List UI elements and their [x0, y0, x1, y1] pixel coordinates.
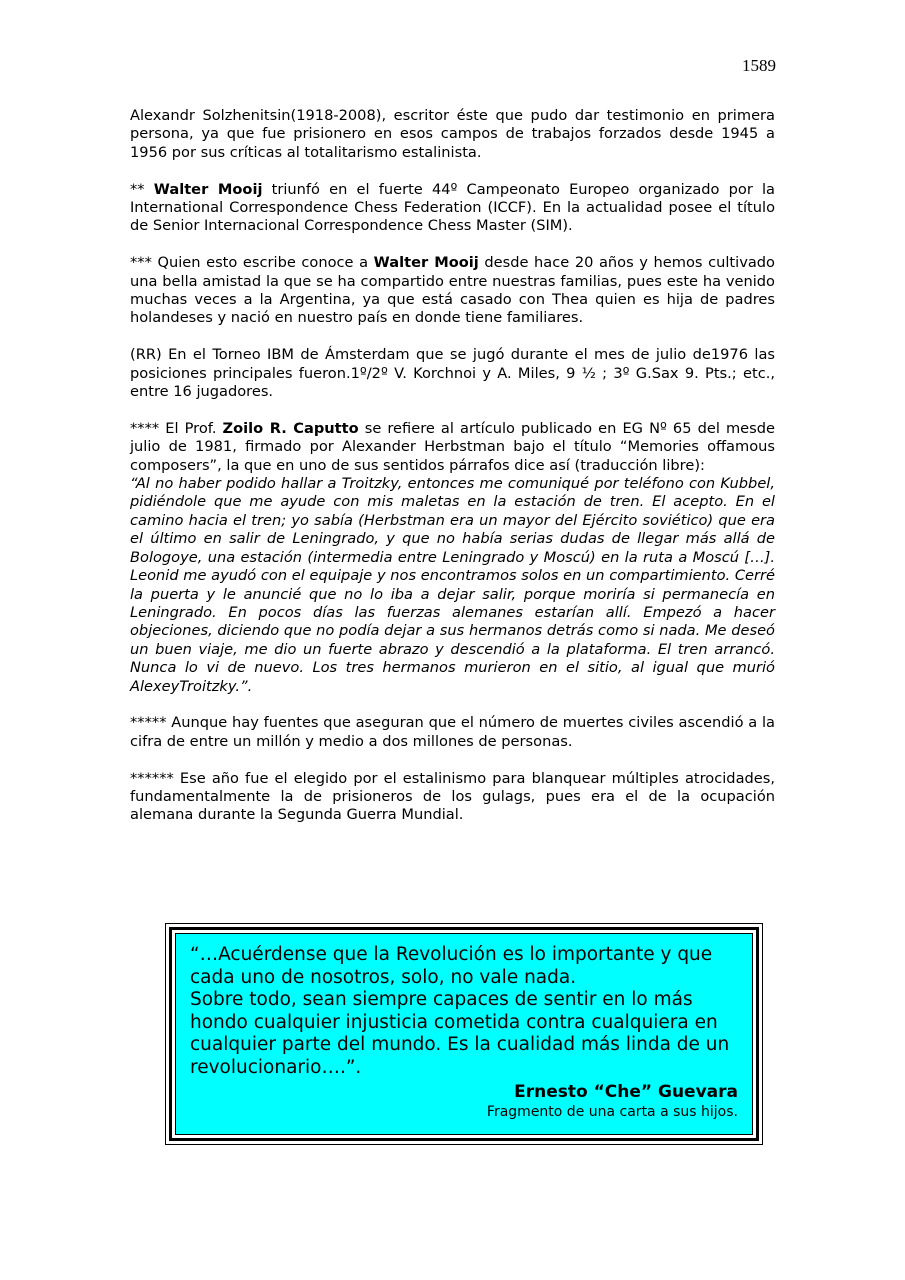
name-zoilo-caputto: Zoilo R. Caputto: [222, 419, 359, 437]
quote-line-2: Sobre todo, sean siempre capaces de sentir en lo más hondo cualquier injusticia cometida contra cualquiera en cualquier parte del mundo. Es la cualidad más linda de un revolucionario….”.: [190, 989, 730, 1078]
quote-box-border: [169, 927, 759, 1141]
name-walter-mooij: Walter Mooij: [373, 254, 479, 272]
paragraph-text: **** El Prof.: [130, 419, 223, 437]
paragraph-ibm-tournament: (RR) En el Torneo IBM de Ámsterdam que se jugó durante el mes de julio de1976 las posiciones principales fueron.1º/2º V. Korchnoi y A. Miles, 9 ½ ; 3º G.Sax 9. Pts.; etc., entre 16 jugadores.: [130, 346, 775, 401]
paragraph-text: triunfó en el fuerte 44º Campeonato Europeo organizado por la International Correspondence Chess Federation (ICCF). En la actualidad posee el título de Senior Internacional Correspondence Chess Master (SIM).: [130, 180, 775, 235]
body-text: [130, 107, 775, 843]
paragraph-caputto: [130, 420, 775, 475]
paragraph-stalinism: ****** Ese año fue el elegido por el estalinismo para blanquear múltiples atrocidades, fundamentalmente la de prisioneros de los gulags, pues era el de la ocupación alemana durante la Segunda Guerra Mundial.: [130, 769, 775, 824]
paragraph-friendship: [130, 254, 775, 328]
quote-author: Ernesto “Che” Guevara: [514, 1082, 738, 1102]
footnote-marker: **: [130, 180, 154, 198]
quote-source: Fragmento de una carta a sus hijos.: [486, 1104, 738, 1120]
paragraph-civil-deaths: ***** Aunque hay fuentes que aseguran que el número de muertes civiles ascendió a la cifra de entre un millón y medio a dos millones de personas.: [130, 714, 775, 750]
paragraph-text: desde hace 20 años y hemos cultivado una bella amistad la que se ha compartido entre nuestras familias, pues este ha venido muchas veces a la Argentina, ya que está casado con Thea quien es hija de padres holandeses y nació en nuestro país en donde tiene familiares.: [130, 254, 775, 327]
paragraph-text: *** Quien esto escribe conoce a: [130, 254, 374, 272]
paragraph-text: se refiere al artículo publicado en EG Nº 65 del mesde julio de 1981, firmado por Alexander Herbstman bajo el título “Memories offamous composers”, la que en uno de sus sentidos párrafos dice así (traducción libre):: [130, 419, 775, 474]
paragraph-solzhenitsin: Alexandr Solzhenitsin(1918-2008), escritor éste que pudo dar testimonio en primera persona, ya que fue prisionero en esos campos de trabajos forzados desde 1945 a 1956 por sus críticas al totalitarismo estalinista.: [130, 107, 775, 161]
herbstman-quote: “Al no haber podido hallar a Troitzky, entonces me comuniqué por teléfono con Kubbel, pidiéndole que me ayude con mis maletas en la estación de tren. El acepto. En el camino hacia el tren; yo sabía (Herbstman era un mayor del Ejército soviético) que era el último en salir de Leningrado, y que no había serias dudas de llegar más allá de Bologoye, una estación (intermedia entre Leningrado y Moscú) en la ruta a Moscú […]. Leonid me ayudó con el equipaje y nos encontramos solos en un compartimiento. Cerré la puerta y le anuncié que no lo iba a dejar salir, porque moriría si permanecía en Leningrado. En pocos días las fuerzas alemanes estarían allí. Empezó a hacer objeciones, diciendo que no podía dejar a sus hermanos detrás como si nada. Me deseó un buen viaje, me dio un fuerte abrazo y descendió a la plataforma. El tren arrancó. Nunca lo vi de nuevo. Los tres hermanos murieron en el sitio, al igual que murió AlexeyTroitzky.”.: [130, 475, 775, 695]
page-number: 1589: [742, 56, 776, 75]
paragraph-walter-mooij-iccf: [130, 181, 775, 236]
quote-box-content: [175, 933, 753, 1135]
quote-line-1: “…Acuérdense que la Revolución es lo importante y que cada uno de nosotros, solo, no vale nada.: [190, 944, 713, 988]
name-walter-mooij: Walter Mooij: [153, 180, 263, 198]
che-quote-box: [165, 923, 763, 1145]
